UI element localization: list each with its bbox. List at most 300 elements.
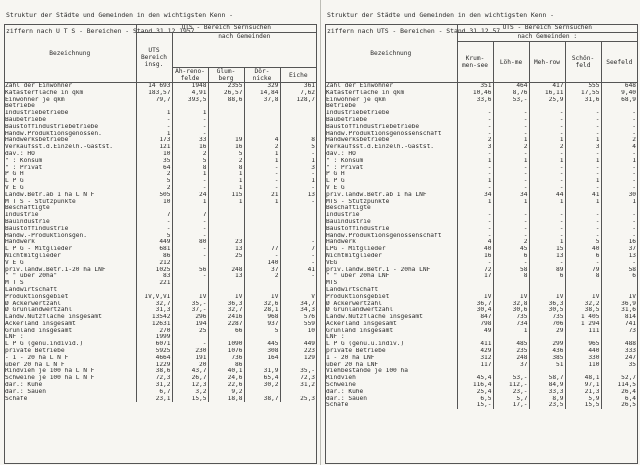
table-cell: 5	[208, 151, 244, 158]
table-cell: 25	[172, 328, 208, 335]
table-row	[4, 212, 316, 219]
table-cell: 140	[244, 260, 280, 267]
table-cell: 559	[280, 321, 316, 328]
table-cell: 37	[244, 267, 280, 274]
table-cell: 1	[493, 328, 529, 335]
table-cell: 116,4	[457, 382, 493, 389]
table-cell: -	[457, 226, 493, 233]
table-cell: 2	[529, 144, 565, 151]
table-cell: 26,7	[172, 375, 208, 382]
table-row	[4, 171, 316, 178]
table-cell	[280, 117, 316, 124]
table-cell	[565, 287, 601, 294]
table-cell: 24,6	[208, 375, 244, 382]
table-cell: 555	[565, 83, 601, 90]
row-label: Produktionsgebiet	[5, 293, 69, 300]
table-cell: 4	[457, 239, 493, 246]
table-cell: 5,9	[565, 396, 601, 403]
table-cell: 1	[601, 158, 637, 165]
table-cell: 2	[136, 185, 172, 192]
table-cell: -	[565, 233, 601, 240]
table-cell: -	[601, 124, 637, 131]
table-cell: -	[172, 124, 208, 131]
table-cell: 110	[565, 362, 601, 369]
table-row	[325, 212, 637, 219]
table-cell: 15	[529, 246, 565, 253]
table-cell: -	[493, 233, 529, 240]
row-label: Handwerksbetriebe	[326, 137, 390, 144]
table-cell: 30,4	[457, 307, 493, 314]
row-label: V E G	[5, 259, 24, 266]
row-label: VEG	[326, 259, 338, 266]
table-cell: 2	[493, 144, 529, 151]
column-header: UTS Bereich insg.	[136, 33, 172, 83]
table-cell: 1	[172, 171, 208, 178]
table-cell: 51	[529, 362, 565, 369]
table-cell: 9,2	[208, 389, 244, 396]
table-cell: 8	[280, 137, 316, 144]
table-cell: -	[493, 178, 529, 185]
table-cell	[565, 205, 601, 212]
table-cell: 296	[172, 314, 208, 321]
table-cell: 734	[493, 321, 529, 328]
table-row	[325, 110, 637, 117]
group-header: UTS - Bereich Sernsuchen	[136, 24, 316, 33]
table-cell: -	[529, 117, 565, 124]
column-header: Schön-feld	[565, 42, 601, 83]
row-label: Schafe	[5, 395, 28, 402]
row-label: Ø Ackerwertzahl	[326, 300, 382, 307]
table-cell	[172, 280, 208, 287]
table-cell: 1	[493, 158, 529, 165]
table-cell: -	[565, 185, 601, 192]
table-cell: 1	[244, 151, 280, 158]
table-cell: 38,7	[244, 396, 280, 403]
row-label: Handwerk	[326, 239, 356, 246]
row-label: P G H	[5, 171, 24, 178]
row-label: M T S - Stützpunkte	[5, 198, 76, 205]
row-label: LPG - Mitglieder	[326, 246, 386, 253]
table-cell	[244, 103, 280, 110]
table-cell: 2	[601, 137, 637, 144]
row-label: Produktionsgebiet	[326, 293, 390, 300]
table-cell: 23	[208, 239, 244, 246]
table-row	[4, 199, 316, 206]
table-row	[4, 321, 316, 328]
table-cell: 3	[280, 165, 316, 172]
table-row	[4, 117, 316, 124]
table-row	[325, 226, 637, 233]
row-label: Beschäftigte	[5, 205, 50, 212]
table-cell: -	[565, 110, 601, 117]
table-cell: 1	[208, 199, 244, 206]
column-header: Ah-reno-felde	[172, 68, 208, 83]
table-cell	[493, 103, 529, 110]
table-row	[325, 124, 637, 131]
table-cell: 191	[172, 355, 208, 362]
row-label: Nichtmitglieder	[326, 252, 382, 259]
table-cell: -	[493, 131, 529, 138]
table-cell: 436	[529, 348, 565, 355]
row-label: LNF :	[5, 334, 24, 341]
table-row	[325, 137, 637, 144]
table-cell: 32,8	[493, 301, 529, 308]
row-label: Ø Grünlandwertzahl	[326, 307, 394, 314]
row-label: Nichtmitglieder	[5, 252, 61, 259]
table-row	[325, 219, 637, 226]
table-cell	[244, 280, 280, 287]
table-cell	[280, 110, 316, 117]
table-cell: 411	[457, 341, 493, 348]
row-label: Ø Grünlandwertzahl	[5, 307, 73, 314]
table-cell: -	[601, 185, 637, 192]
table-cell: 10	[136, 199, 172, 206]
table-cell	[172, 103, 208, 110]
table-cell: 45	[493, 246, 529, 253]
table-cell: 1	[493, 137, 529, 144]
table-cell: 1	[172, 110, 208, 117]
table-row	[325, 389, 637, 396]
table-cell: -	[457, 233, 493, 240]
table-cell: 35	[136, 158, 172, 165]
table-row	[4, 273, 316, 280]
table-cell: 464	[493, 83, 529, 90]
table-cell: 33	[172, 137, 208, 144]
table-cell: -	[493, 117, 529, 124]
row-label: dav.: HO	[5, 150, 35, 157]
table-cell	[244, 110, 280, 117]
table-row	[325, 90, 637, 97]
table-cell: 7	[280, 246, 316, 253]
table-cell: 6	[601, 273, 637, 280]
table-row	[4, 280, 316, 287]
table-row	[325, 382, 637, 389]
table-cell: -	[493, 110, 529, 117]
table-cell: 221	[136, 280, 172, 287]
table-cell	[493, 334, 529, 341]
table-cell: 8	[172, 165, 208, 172]
table-cell: 2	[244, 273, 280, 280]
table-row	[325, 151, 637, 158]
table-cell: 449	[136, 239, 172, 246]
row-label: MTS - Stützpunkte	[326, 198, 390, 205]
table-cell: -	[172, 246, 208, 253]
table-cell: 164	[244, 355, 280, 362]
table-cell: 965	[565, 341, 601, 348]
table-cell: 18,8	[208, 396, 244, 403]
table-cell: 2416	[208, 314, 244, 321]
table-row	[4, 185, 316, 192]
table-cell	[172, 287, 208, 294]
table-cell	[601, 205, 637, 212]
subgroup-header: nach Gemeinden	[172, 33, 316, 68]
table-row	[325, 280, 637, 287]
table-cell: -	[457, 212, 493, 219]
table-cell: 3,2	[172, 389, 208, 396]
table-cell	[565, 334, 601, 341]
table-row	[325, 307, 637, 314]
table-cell: 12,3	[172, 382, 208, 389]
row-label: Betriebe	[326, 103, 356, 110]
right-sheet	[320, 0, 640, 465]
table-cell: 58	[493, 267, 529, 274]
table-cell: 7	[136, 212, 172, 219]
table-cell: 25,3	[280, 396, 316, 403]
table-cell: 65,4	[244, 375, 280, 382]
table-row	[4, 165, 316, 172]
table-cell: 212	[136, 260, 172, 267]
table-row	[4, 233, 316, 240]
table-cell: 68,9	[601, 97, 637, 104]
table-cell: 1	[565, 199, 601, 206]
table-row	[4, 334, 316, 341]
table-cell: 112,-	[493, 382, 529, 389]
table-row	[325, 348, 637, 355]
table-cell: 13	[529, 253, 565, 260]
column-header: Löh-me	[493, 42, 529, 83]
table-cell: 53,-	[493, 97, 529, 104]
table-row	[325, 103, 637, 110]
statistics-table	[325, 24, 637, 409]
row-label: Industrie	[326, 212, 360, 219]
table-cell: 15,5	[172, 396, 208, 403]
table-cell	[529, 205, 565, 212]
table-cell	[208, 103, 244, 110]
table-row	[4, 144, 316, 151]
column-header: Eiche	[280, 68, 316, 83]
table-cell: 6,7	[136, 389, 172, 396]
table-cell: -	[172, 178, 208, 185]
table-cell	[601, 280, 637, 287]
table-cell: 30,5	[529, 307, 565, 314]
table-cell: -	[493, 185, 529, 192]
table-cell: -	[565, 131, 601, 138]
table-cell: -	[565, 219, 601, 226]
row-label: " : Privat	[326, 164, 364, 171]
table-row	[325, 273, 637, 280]
table-cell: 30	[601, 192, 637, 199]
table-row	[325, 97, 637, 104]
table-cell: -	[280, 253, 316, 260]
table-row	[4, 267, 316, 274]
table-cell: 12631	[136, 321, 172, 328]
table-cell	[172, 260, 208, 267]
row-label: L P G (genu.individ.)	[5, 341, 84, 348]
table-cell: 1076	[208, 348, 244, 355]
table-cell	[244, 219, 280, 226]
column-header: Glum-berg	[208, 68, 244, 83]
table-cell: -	[601, 212, 637, 219]
table-row	[325, 185, 637, 192]
table-cell: -	[457, 260, 493, 267]
table-row	[325, 260, 637, 267]
table-row	[325, 375, 637, 382]
table-cell: 14,84	[244, 90, 280, 97]
row-label: Industriebetriebe	[5, 110, 69, 117]
table-cell: 736	[208, 355, 244, 362]
table-row	[325, 355, 637, 362]
table-row	[4, 137, 316, 144]
row-label: über 20 ha LNF	[326, 361, 379, 368]
table-cell: IV	[208, 294, 244, 301]
table-cell: -	[529, 178, 565, 185]
table-cell: 248	[208, 267, 244, 274]
table-cell: -	[172, 185, 208, 192]
table-cell: -	[457, 219, 493, 226]
table-cell: 449	[280, 341, 316, 348]
table-cell: -	[493, 165, 529, 172]
row-label: Viehbestände je 100 ha	[326, 368, 408, 375]
table-body	[4, 83, 316, 403]
table-row	[325, 83, 637, 90]
table-cell	[244, 233, 280, 240]
table-cell: 34	[457, 192, 493, 199]
table-cell: 1	[493, 199, 529, 206]
table-row	[4, 124, 316, 131]
table-cell: 576	[280, 314, 316, 321]
table-cell	[208, 287, 244, 294]
row-label: Zahl der Einwohner	[5, 82, 73, 89]
table-cell: IV	[244, 294, 280, 301]
row-label: Baustoffindustriebetriebe	[326, 123, 420, 130]
column-header: Meh-row	[529, 42, 565, 83]
table-cell: 24	[172, 192, 208, 199]
table-row	[4, 178, 316, 185]
table-cell: V	[280, 294, 316, 301]
table-cell	[244, 287, 280, 294]
row-label: Landwirtschaft	[326, 286, 379, 293]
table-cell	[565, 368, 601, 375]
table-cell: 77	[244, 246, 280, 253]
row-label: Handw.-Produktionsgen.	[5, 232, 87, 239]
row-label: Baubetriebe	[326, 116, 367, 123]
table-cell: 40	[457, 246, 493, 253]
table-cell: 32,7	[136, 301, 172, 308]
table-cell: 14 693	[136, 83, 172, 90]
table-cell: 26,5	[601, 402, 637, 409]
table-cell	[208, 117, 244, 124]
table-cell: -	[529, 226, 565, 233]
table-cell: -	[601, 110, 637, 117]
row-label: dar.: Kühe	[5, 382, 43, 389]
row-label: Schweine je 100 ha L N F	[5, 375, 95, 382]
table-cell: 21,3	[565, 389, 601, 396]
table-cell: 16	[457, 253, 493, 260]
table-row	[325, 158, 637, 165]
table-cell: -	[601, 260, 637, 267]
table-cell: -	[601, 151, 637, 158]
table-cell: -	[565, 151, 601, 158]
table-cell: 58	[601, 267, 637, 274]
row-label: Einwohner je qkm	[326, 96, 386, 103]
title-line: Struktur der Städte und Gemeinden in den wichtigsten Kenn -	[327, 11, 555, 19]
table-cell: 1	[601, 199, 637, 206]
table-cell	[208, 233, 244, 240]
row-label: Zahl der Einwohner	[326, 82, 394, 89]
table-cell	[529, 280, 565, 287]
table-cell: 1	[529, 239, 565, 246]
table-cell: 44	[529, 192, 565, 199]
row-label: private Betriebe	[326, 348, 386, 355]
row-label: Landwirtschaft	[5, 286, 58, 293]
table-cell	[601, 287, 637, 294]
table-cell: 1	[136, 110, 172, 117]
table-cell: -	[529, 124, 565, 131]
table-cell: 97,1	[565, 382, 601, 389]
table-cell: -	[280, 171, 316, 178]
table-cell: 89	[529, 267, 565, 274]
table-cell: 2	[457, 137, 493, 144]
table-row	[4, 341, 316, 348]
table-cell: 13	[280, 192, 316, 199]
table-cell: 36,9	[601, 301, 637, 308]
table-cell: 1	[280, 178, 316, 185]
table-cell: 1948	[172, 83, 208, 90]
table-cell	[280, 233, 316, 240]
table-cell	[208, 110, 244, 117]
table-row	[4, 355, 316, 362]
table-cell: 1999	[136, 334, 172, 341]
table-cell: 1	[172, 199, 208, 206]
table-cell: 23,1	[136, 396, 172, 403]
row-label: Handw.Produktionsgenossenschaft	[326, 232, 442, 239]
table-cell: -	[136, 219, 172, 226]
table-row	[325, 199, 637, 206]
subgroup-header: nach Gemeinden :	[457, 33, 637, 42]
table-cell	[601, 103, 637, 110]
table-cell: 37	[493, 362, 529, 369]
row-label: Einwohner je qkm	[5, 96, 65, 103]
row-label: 1 - 20 ha LNF	[326, 354, 375, 361]
table-cell: -	[529, 151, 565, 158]
table-cell: -	[457, 110, 493, 117]
table-row	[325, 368, 637, 375]
table-cell: 1	[208, 178, 244, 185]
table-cell: 36,7	[457, 301, 493, 308]
table-row	[325, 362, 637, 369]
table-cell: 6071	[136, 341, 172, 348]
table-cell: -	[280, 273, 316, 280]
table-cell: 8,76	[493, 90, 529, 97]
table-cell: 9,40	[601, 90, 637, 97]
table-cell: 937	[244, 321, 280, 328]
table-cell	[208, 219, 244, 226]
table-cell: -	[529, 212, 565, 219]
table-cell: -	[244, 253, 280, 260]
table-row	[4, 158, 316, 165]
table-cell: 1 405	[565, 314, 601, 321]
table-cell: 23,-	[493, 389, 529, 396]
table-row	[325, 396, 637, 403]
table-cell: -	[529, 185, 565, 192]
row-label: priv.landw.Betr.1-20 ha LNF	[5, 266, 106, 273]
table-row	[325, 233, 637, 240]
table-cell: 393,5	[172, 97, 208, 104]
table-cell: 361	[280, 83, 316, 90]
table-cell: 1	[565, 178, 601, 185]
table-cell: 5	[244, 328, 280, 335]
table-row	[325, 165, 637, 172]
table-cell: 330	[565, 355, 601, 362]
table-cell	[457, 103, 493, 110]
table-row	[325, 131, 637, 138]
table-cell: 648	[601, 83, 637, 90]
table-cell: 2287	[208, 321, 244, 328]
table-cell: 735	[529, 314, 565, 321]
table-cell	[244, 205, 280, 212]
table-cell: 706	[529, 321, 565, 328]
table-cell: 270	[136, 328, 172, 335]
